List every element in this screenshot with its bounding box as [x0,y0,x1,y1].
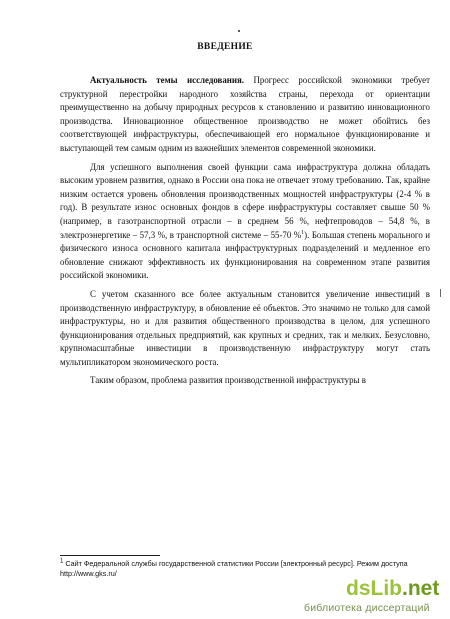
paragraph-investment: С учетом сказанного все более актуальным становится увеличение инвестиций в производственную инфраструктуру, в обновление её объектов. Это значимо не только для самой инфраструктуры, но и для развития общественного производства в целом, для успешного функционирования отдельных предприятий, как крупных и средних, так и мелких. Безусловно, крупномасштабные инвестиции в производственную инфраструктуру могут стать мультипликатором экономического роста. [60,288,430,367]
paragraph-text: ). Большая степень морального и физического износа основного капитала инфраструктурных подразделений и медленное его обновление снижают эффективность их функционирования на современном этапе развития российской экономики. [60,229,430,281]
relevance-heading: Актуальность темы исследования. [90,75,245,85]
paragraph-infrastructure [60,161,430,283]
footnote [60,559,420,579]
watermark-logo: dsLib.net [346,577,440,600]
page-marker [238,30,240,32]
footnote-reference: 1 [301,229,305,236]
body-text [60,74,430,393]
footnote-divider [60,555,160,556]
footnote-text: Сайт Федеральной службы государственной статистики России [электронный ресурс]. Режим доступа http://www.gks.ru/ [60,559,408,578]
paragraph-text: Для успешного выполнения своей функции сама инфраструктура должна обладать высоким уровнем развития, однако в России она пока не отвечает этому требованию. Так, крайне низким остается уровень обновления производственных мощностей инфраструктуры (2-4 % в год). В результате износ основных фондов в сфере инфраструктуры составляет свыше 50 % (например, в газотранспортной отрасли – в среднем 56 %, нефтепроводов – 54,8 %, в электроэнергетике – 57,3 %, в транспортной системе – 55-70 % [60,161,430,240]
paragraph-conclusion: Таким образом, проблема развития производственной инфраструктуры в [90,375,366,386]
watermark-subtitle: библиотека диссертаций [304,602,430,614]
paragraph-relevance [60,74,430,156]
footnote-number: 1 [60,558,64,565]
paragraph-text: Прогресс российской экономики требует структурной перестройки народного хозяйства страны, перехода от ориентации преимущественно на добычу природных ресурсов к становлению и развитию инновационного производства. Инновационное общественное производство не может обойтись без соответствующей инфраструктуры, обеспечивающей его нормальное функционирование и выступающей тем самым одним из важнейших элементов современной экономики. [60,75,430,153]
margin-mark [440,289,441,297]
section-title: ВВЕДЕНИЕ [197,42,253,52]
